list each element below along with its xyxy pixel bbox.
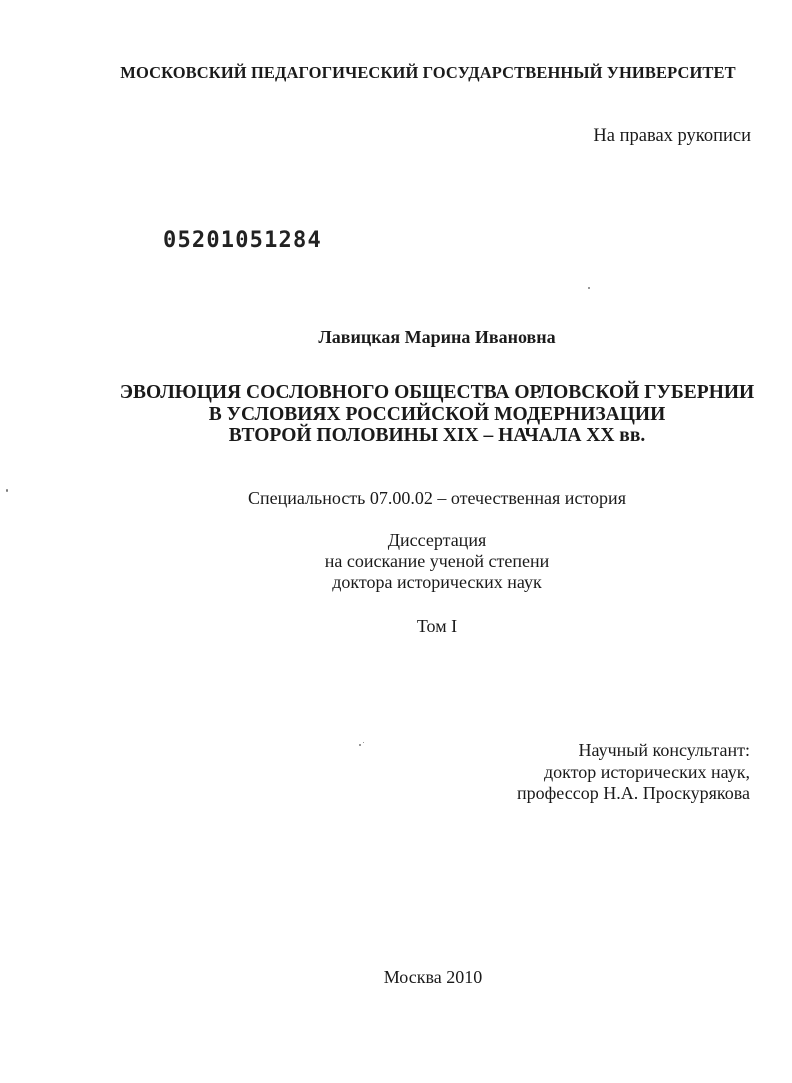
rights-note: На правах рукописи xyxy=(593,126,751,146)
author-name: Лавицкая Марина Ивановна xyxy=(318,327,556,347)
degree-line-1: Диссертация xyxy=(387,530,487,550)
degree-line-2: на соискание ученой степени xyxy=(324,551,550,571)
title-line-3: ВТОРОЙ ПОЛОВИНЫ XIX – НАЧАЛА XX вв. xyxy=(228,425,646,446)
archive-number: 05201051284 xyxy=(163,228,322,253)
scan-speck xyxy=(6,489,8,492)
dissertation-title xyxy=(0,382,792,447)
degree-line-3: доктора исторических наук xyxy=(332,572,542,592)
scan-speck xyxy=(588,287,590,289)
scan-speck xyxy=(359,744,361,746)
university-name: МОСКОВСКИЙ ПЕДАГОГИЧЕСКИЙ ГОСУДАРСТВЕННЫЙ УНИВЕРСИТЕТ xyxy=(120,63,736,82)
degree-statement xyxy=(0,530,792,593)
title-line-2: В УСЛОВИЯХ РОССИЙСКОЙ МОДЕРНИЗАЦИИ xyxy=(208,403,666,425)
consultant-line-3: профессор Н.А. Проскурякова xyxy=(517,783,750,803)
volume-label: Том I xyxy=(416,616,458,636)
scan-speck xyxy=(363,742,364,743)
scientific-consultant xyxy=(517,740,750,805)
specialty: Специальность 07.00.02 – отечественная история xyxy=(248,488,626,508)
title-line-1: ЭВОЛЮЦИЯ СОСЛОВНОГО ОБЩЕСТВА ОРЛОВСКОЙ ГУБЕРНИИ xyxy=(119,382,755,403)
consultant-line-1: Научный консультант: xyxy=(578,740,750,760)
city-year: Москва 2010 xyxy=(383,967,483,987)
consultant-line-2: доктор исторических наук, xyxy=(544,761,750,782)
